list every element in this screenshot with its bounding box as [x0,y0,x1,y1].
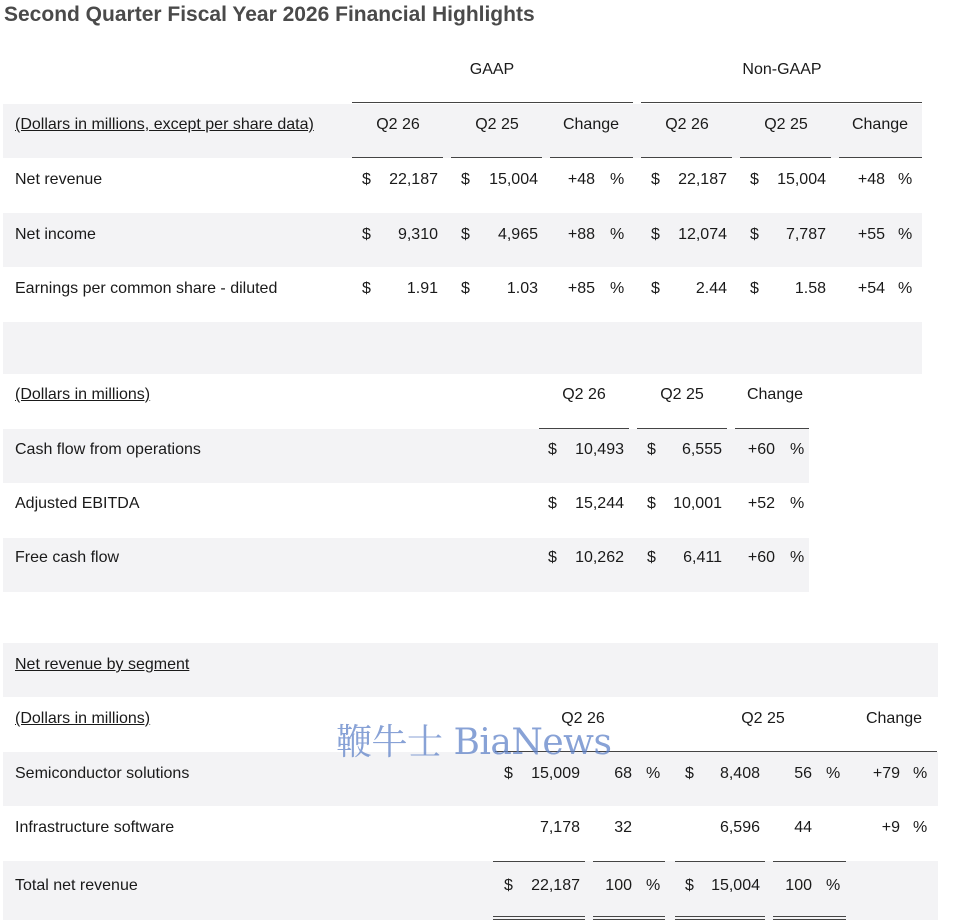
table-cell: 15,004 [711,877,760,894]
table-cell: 100 [605,877,632,894]
table-cell: 10,493 [575,441,624,458]
spacer-band [3,322,922,374]
table-cell: 4,965 [497,226,538,243]
column-header: Change [865,710,923,727]
column-header: Q2 26 [561,710,605,727]
row-label: Earnings per common share - diluted [15,280,278,297]
table-cell: $ [750,226,759,243]
double-rule [593,919,665,920]
double-rule [773,919,846,920]
table-cell: $ [362,171,371,188]
label-header: (Dollars in millions) [15,386,151,403]
table-cell: +52 [747,495,775,512]
table-cell: +88 [567,226,595,243]
label-header: (Dollars in millions) [15,710,151,727]
table-cell: 2.44 [695,280,727,297]
table-cell: 10,001 [673,495,722,512]
table-cell: +9 [881,819,900,836]
rule [550,157,633,158]
label-header: (Dollars in millions, except per share data) [15,116,314,133]
table-cell: % [610,280,625,297]
group-header-non-gaap: Non-GAAP [742,61,822,78]
column-header: Q2 26 [376,116,420,133]
rule [539,428,629,429]
table-cell: 100 [785,877,812,894]
column-header: Q2 26 [665,116,709,133]
table-cell: % [826,877,841,894]
table-cell: 15,009 [531,765,580,782]
table-cell: 12,074 [678,226,727,243]
row-label: Free cash flow [15,549,120,566]
double-rule [675,919,765,920]
table-cell: $ [651,280,660,297]
table-cell: % [790,441,805,458]
table-cell: 7,178 [539,819,580,836]
column-header: Q2 25 [741,710,785,727]
rule [352,157,443,158]
row-label: Semiconductor solutions [15,765,190,782]
table-cell: 7,787 [785,226,826,243]
table-cell: $ [548,441,557,458]
table-cell: +48 [857,171,885,188]
table-cell: $ [651,171,660,188]
table-cell: 1.03 [506,280,538,297]
table-cell: 6,411 [683,549,722,566]
table-cell: +60 [747,549,775,566]
table-cell: +48 [567,171,595,188]
table-cell: % [790,495,805,512]
column-header: Q2 25 [764,116,808,133]
column-header: Q2 25 [660,386,704,403]
table-cell: % [646,877,661,894]
rule [637,428,727,429]
table-cell: 56 [794,765,812,782]
rule [593,861,665,862]
rule [493,861,585,862]
table-cell: % [913,765,928,782]
rule [451,157,542,158]
table-cell: $ [461,280,470,297]
table-cell: $ [685,877,694,894]
group-header-gaap: GAAP [469,61,515,78]
table-cell: $ [685,765,694,782]
table-cell: $ [362,226,371,243]
table-cell: $ [548,549,557,566]
table-cell: 15,004 [489,171,538,188]
rule [773,861,846,862]
table-cell: 8,408 [719,765,760,782]
table-cell: % [610,171,625,188]
table-cell: % [646,765,661,782]
table-cell: 32 [614,819,632,836]
rule [641,102,922,103]
table-cell: 22,187 [531,877,580,894]
double-rule [493,919,585,920]
rule [352,102,633,103]
column-header: Change [746,386,804,403]
column-header: Change [851,116,909,133]
column-header: Q2 26 [562,386,606,403]
rule [641,157,732,158]
table-cell: $ [647,549,656,566]
double-rule [593,916,665,917]
table-cell: $ [548,495,557,512]
row-label: Cash flow from operations [15,441,201,458]
table-cell: $ [504,877,513,894]
table-cell: 6,555 [681,441,722,458]
table-cell: 15,244 [575,495,624,512]
page-title: Second Quarter Fiscal Year 2026 Financial Highlights [4,3,535,26]
table-cell: % [898,226,913,243]
table-cell: 68 [614,765,632,782]
table-cell: % [898,280,913,297]
row-label: Net revenue [15,171,103,188]
table-cell: 44 [794,819,812,836]
table-cell: $ [362,280,371,297]
section-title: Net revenue by segment [15,656,190,673]
column-header: Change [562,116,620,133]
rule [839,157,922,158]
row-label: Infrastructure software [15,819,175,836]
rule [740,157,831,158]
table-cell: 6,596 [719,819,760,836]
table-cell: +55 [857,226,885,243]
table-cell: +79 [872,765,900,782]
row-label: Adjusted EBITDA [15,495,140,512]
table-cell: $ [461,226,470,243]
table-cell: 22,187 [678,171,727,188]
table-cell: % [913,819,928,836]
table-cell: $ [504,765,513,782]
rule [735,428,809,429]
double-rule [773,916,846,917]
table-cell: +54 [857,280,885,297]
table-cell: % [898,171,913,188]
table-cell: % [826,765,841,782]
row-label: Total net revenue [15,877,138,894]
table-cell: 15,004 [777,171,826,188]
table-cell: 1.91 [406,280,438,297]
table-cell: +85 [567,280,595,297]
table-cell: % [790,549,805,566]
table-cell: $ [461,171,470,188]
table-cell: 10,262 [575,549,624,566]
table-cell: $ [750,171,759,188]
table-cell: $ [750,280,759,297]
row-label: Net income [15,226,96,243]
table-cell: $ [647,441,656,458]
table-cell: 22,187 [389,171,438,188]
table-cell: 9,310 [397,226,438,243]
double-rule [493,916,585,917]
watermark-logo: 鞭牛士 BiaNews [336,722,612,763]
double-rule [675,916,765,917]
column-header: Q2 25 [475,116,519,133]
table-cell: 1.58 [794,280,826,297]
rule [675,861,765,862]
table-cell: $ [651,226,660,243]
table-cell: $ [647,495,656,512]
table-cell: +60 [747,441,775,458]
table-cell: % [610,226,625,243]
